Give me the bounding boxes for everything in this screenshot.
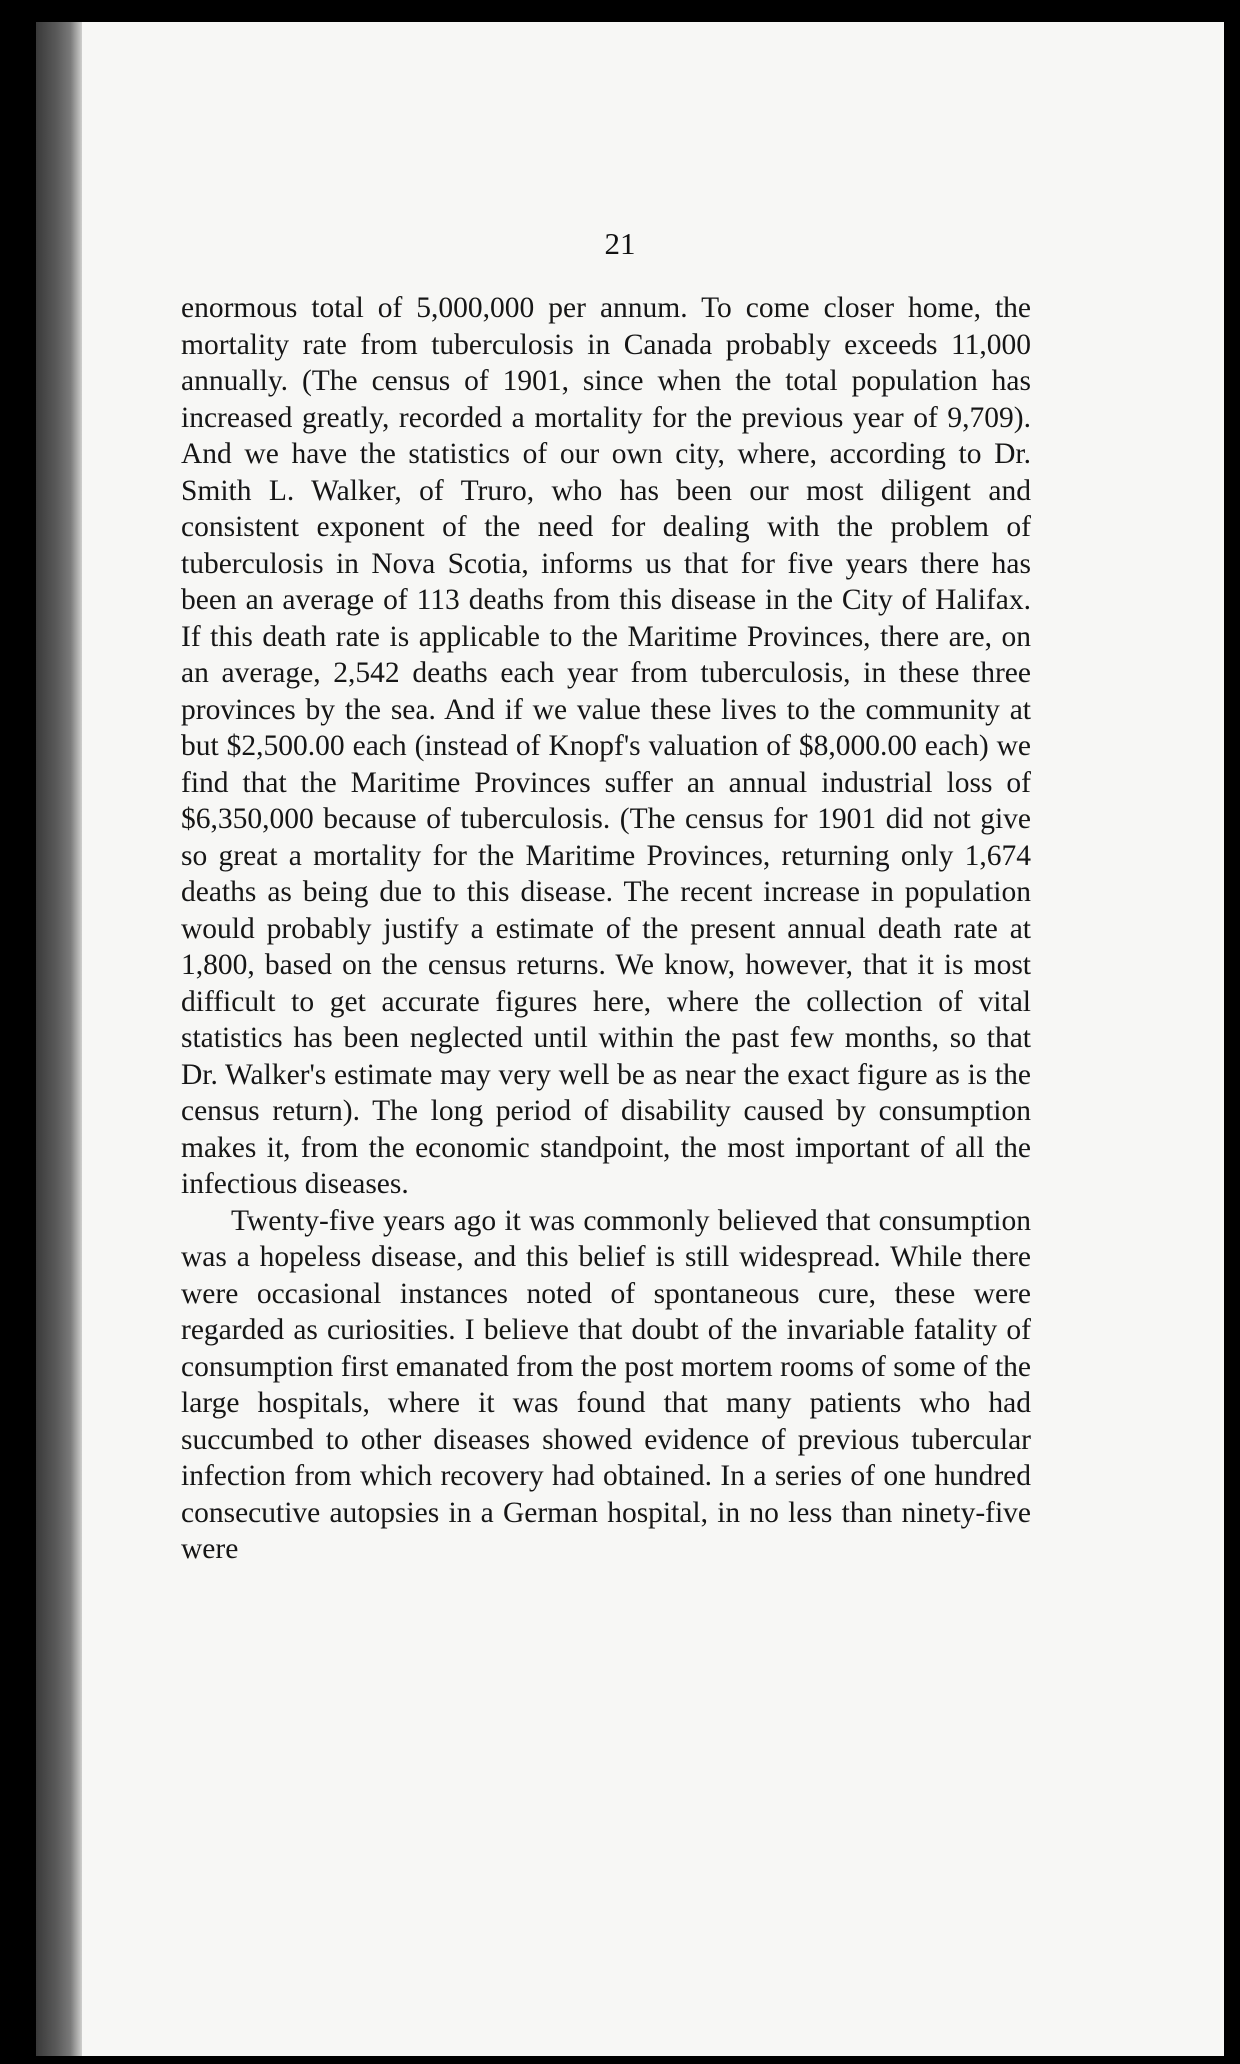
paragraph-continuation: enormous total of 5,000,000 per annum. To come closer home, the mortality rate from tuberculosis in Canada probably exceeds 11,000 annually. (The census of 1901, since when the total population has increased greatly, recorded a mortality for the previous year of 9,709). And we have the statistics of our own city, where, according to Dr. Smith L. Walker, of Truro, who has been our most diligent and consistent exponent of the need for dealing with the problem of tuberculosis in Nova Scotia, informs us that for five years there has been an average of 113 deaths from this disease in the City of Halifax. If this death rate is applicable to the Maritime Provinces, there are, on an average, 2,542 deaths each year from tuberculosis, in these three provinces by the sea. And if we value these lives to the community at but $2,500.00 each (instead of Knopf's valuation of $8,000.00 each) we find that the Maritime Provinces suffer an annual industrial loss of $6,350,000 because of tuberculosis. (The census for 1901 did not give so great a mortality for the Maritime Provinces, returning only 1,674 deaths as being due to this disease. The recent increase in population would probably justify a estimate of the present annual death rate at 1,800, based on the census returns. We know, however, that it is most difficult to get accurate figures here, where the collection of vital statistics has been neglected until within the past few months, so that Dr. Walker's estimate may very well be as near the exact figure as is the census return). The long period of disability caused by consumption makes it, from the economic standpoint, the most important of all the infectious diseases. — [181, 292, 1031, 1200]
body-text — [181, 290, 1031, 1568]
page-number: 21 — [604, 226, 636, 261]
paragraph-twenty-five-years: Twenty-five years ago it was commonly believed that consumption was a hopeless disease, and this belief is still widespread. While there were occasional instances noted of spontaneous cure, these were regarded as curiosities. I believe that doubt of the invariable fatality of consumption first emanated from the post mortem rooms of some of the large hospitals, where it was found that many patients who had succumbed to other diseases showed evidence of previous tubercular infection from which recovery had obtained. In a series of one hundred consecutive autopsies in a German hospital, in no less than ninety-five were — [181, 1204, 1031, 1565]
binding-gutter — [36, 22, 82, 2056]
